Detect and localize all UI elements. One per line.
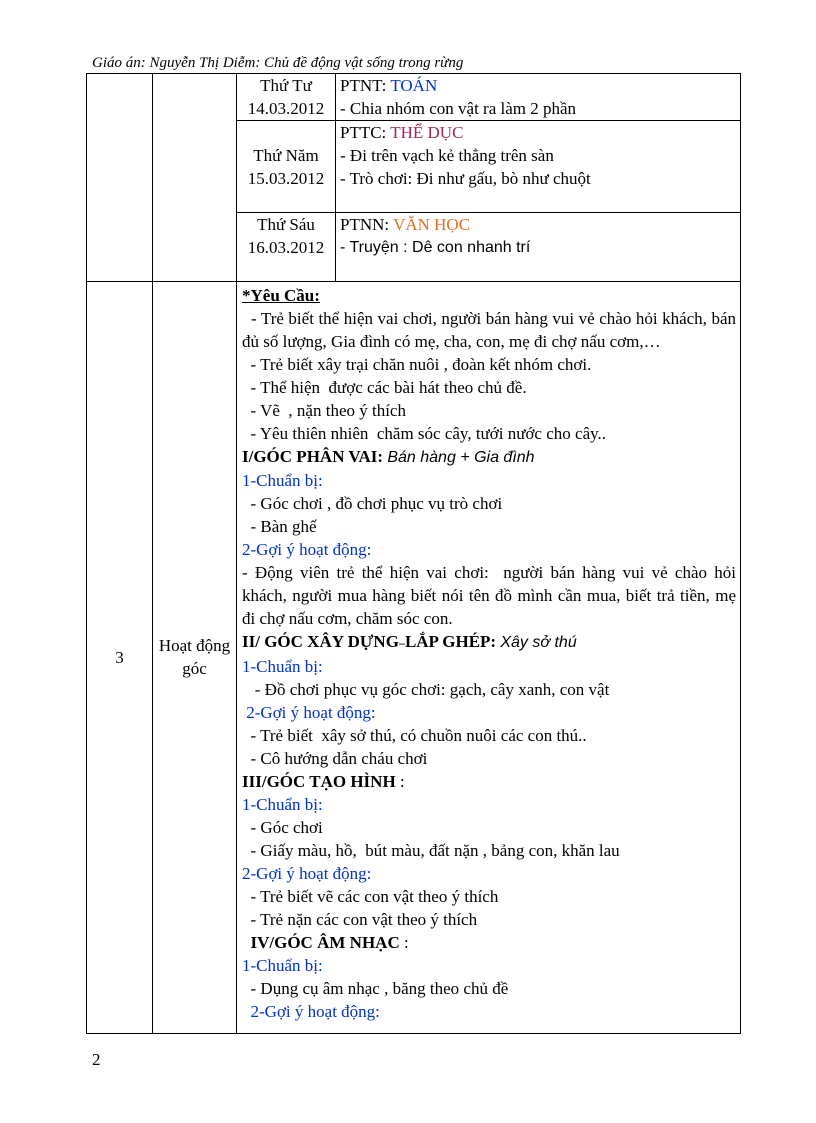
requirement-item: - Vẽ , nặn theo ý thích — [242, 400, 406, 420]
day-name: Thứ Tư — [260, 76, 312, 95]
empty-cell — [87, 74, 153, 282]
activity-line: - Trò chơi: Đi như gấu, bò như chuột — [340, 169, 591, 188]
subject-label: VĂN HỌC — [393, 215, 471, 234]
guide-item: - Trẻ biết xây sở thú, có chuồn nuôi các con thú.. — [242, 725, 587, 745]
table-row — [87, 74, 741, 282]
corner2-subtitle: Xây sở thú — [500, 633, 577, 651]
prep-label: 1-Chuẩn bị: — [242, 955, 323, 975]
prep-item: - Góc chơi — [242, 817, 323, 837]
subject-label: THỂ DỤC — [390, 123, 464, 142]
corner1-subtitle: Bán hàng + Gia đình — [387, 448, 535, 466]
schedule-cell — [237, 74, 741, 282]
schedule-table — [237, 74, 740, 281]
day-cell — [237, 121, 336, 213]
row-number: 3 — [87, 281, 153, 1033]
prep-item: - Đồ chơi phục vụ góc chơi: gạch, cây xanh, con vật — [242, 679, 610, 699]
guide-label: 2-Gợi ý hoạt động: — [242, 539, 372, 559]
corner4-title: IV/GÓC ÂM NHẠC — [242, 932, 400, 952]
prep-label: 1-Chuẩn bị: — [242, 794, 323, 814]
guide-item: - Cô hướng dẫn cháu chơi — [242, 748, 428, 768]
activity-line: - Chia nhóm con vật ra làm 2 phần — [340, 99, 577, 118]
guide-label: 2-Gợi ý hoạt động: — [242, 863, 372, 883]
area-label: PTTC: — [340, 123, 391, 142]
document-header: Giáo án: Nguyễn Thị Diễm: Chủ đề động vật sống trong rừng — [92, 55, 464, 71]
guide-item: - Trẻ biết vẽ các con vật theo ý thích — [242, 886, 499, 906]
activity-name: Hoạt động góc — [153, 281, 237, 1033]
schedule-row — [237, 213, 740, 281]
day-date: 14.03.2012 — [247, 99, 325, 118]
requirements-title: *Yêu Cầu: — [242, 285, 320, 305]
area-label: PTNT: — [340, 76, 391, 95]
guide-item: - Trẻ nặn các con vật theo ý thích — [242, 909, 478, 929]
activity-cell — [336, 74, 741, 121]
day-cell — [237, 213, 336, 281]
requirement-item: - Trẻ biết thể hiện vai chơi, người bán hàng vui vẻ chào hỏi khách, bán đủ số lượng, Gia đình có mẹ, cha, con, mẹ đi chợ nấu cơm,… — [242, 308, 741, 351]
prep-item: - Bàn ghế — [242, 516, 317, 536]
activity-cell — [336, 121, 741, 213]
guide-label: 2-Gợi ý hoạt động: — [242, 1001, 380, 1021]
activity-cell — [336, 213, 741, 281]
corner3-title: III/GÓC TẠO HÌNH — [242, 771, 396, 791]
corner2-title-part2: LẮP GHÉP — [404, 631, 491, 651]
corner-activity-content: *Yêu Cầu: - Trẻ biết thể hiện vai chơi, người bán hàng vui vẻ chào hỏi khách, bán đủ số lượng, Gia đình có mẹ, cha, con, mẹ đi chợ nấu cơm,… - Trẻ biết xây trại chăn nuôi , đoàn kết nhóm chơi. - Thể hiện được các bài hát theo chủ đề. - Vẽ , nặn theo ý thích - Yêu thiên nhiên chăm sóc cây, tưới nước cho cây.. I/GÓC PHÂN VAI: Bán hàng + Gia đình 1-Chuẩn bị: - Góc chơi , đồ chơi phục vụ trò chơi - Bàn ghế 2-Gợi ý hoạt động: - Động viên trẻ thể hiện vai chơi: người bán hàng vui vẻ chào hỏi khách, người mua hàng biết nói tên đồ mình cần mua, biết trả tiền, mẹ đi chợ nấu cơm, chăm sóc con. II/ GÓC XÂY DỰNG–LẮP GHÉP: Xây sở thú 1-Chuẩn bị: - Đồ chơi phục vụ góc chơi: gạch, cây xanh, con vật 2-Gợi ý hoạt động: - Trẻ biết xây sở thú, có chuồn nuôi các con thú.. - Cô hướng dẫn cháu chơi III/GÓC TẠO HÌNH : 1-Chuẩn bị: - Góc chơi - Giấy màu, hồ, bút màu, đất nặn , bảng con, khăn lau 2-Gợi ý hoạt động: - Trẻ biết vẽ các con vật theo ý thích - Trẻ nặn các con vật theo ý thích IV/GÓC ÂM NHẠC : 1-Chuẩn bị: - Dụng cụ âm nhạc , băng theo chủ đề 2-Gợi ý hoạt động: — [237, 281, 741, 1033]
lesson-plan-table — [86, 73, 741, 1034]
requirement-item: - Trẻ biết xây trại chăn nuôi , đoàn kết nhóm chơi. — [242, 354, 592, 374]
empty-cell — [153, 74, 237, 282]
requirement-item: - Thể hiện được các bài hát theo chủ đề. — [242, 377, 527, 397]
corner2-title: II/ GÓC XÂY DỰNG — [242, 631, 399, 651]
day-cell — [237, 74, 336, 121]
subject-label: TOÁN — [390, 76, 438, 95]
prep-label: 1-Chuẩn bị: — [242, 470, 323, 490]
day-date: 15.03.2012 — [247, 169, 325, 188]
requirement-item: - Yêu thiên nhiên chăm sóc cây, tưới nước cho cây.. — [242, 423, 607, 443]
prep-item: - Góc chơi , đồ chơi phục vụ trò chơi — [242, 493, 503, 513]
activity-line: - Đi trên vạch kẻ thẳng trên sàn — [340, 146, 554, 165]
page-number: 2 — [92, 1050, 101, 1069]
prep-label: 1-Chuẩn bị: — [242, 656, 323, 676]
area-label: PTNN: — [340, 215, 394, 234]
corner1-title: I/GÓC PHÂN VAI — [242, 446, 378, 466]
activity-line: - Truyện : Dê con nhanh trí — [340, 239, 531, 256]
table-row — [87, 281, 741, 1033]
day-name: Thứ Năm — [253, 146, 319, 165]
schedule-row — [237, 74, 740, 121]
prep-item: - Giấy màu, hồ, bút màu, đất nặn , bảng con, khăn lau — [242, 840, 620, 860]
guide-item: - Động viên trẻ thể hiện vai chơi: người bán hàng vui vẻ chào hỏi khách, người mua hàng biết nói tên đồ mình cần mua, biết trả tiền, mẹ đi chợ nấu cơm, chăm sóc con. — [242, 562, 741, 628]
guide-label: 2-Gợi ý hoạt động: — [242, 702, 376, 722]
day-date: 16.03.2012 — [247, 238, 325, 257]
day-name: Thứ Sáu — [257, 215, 315, 234]
prep-item: - Dụng cụ âm nhạc , băng theo chủ đề — [242, 978, 509, 998]
schedule-row — [237, 121, 740, 213]
